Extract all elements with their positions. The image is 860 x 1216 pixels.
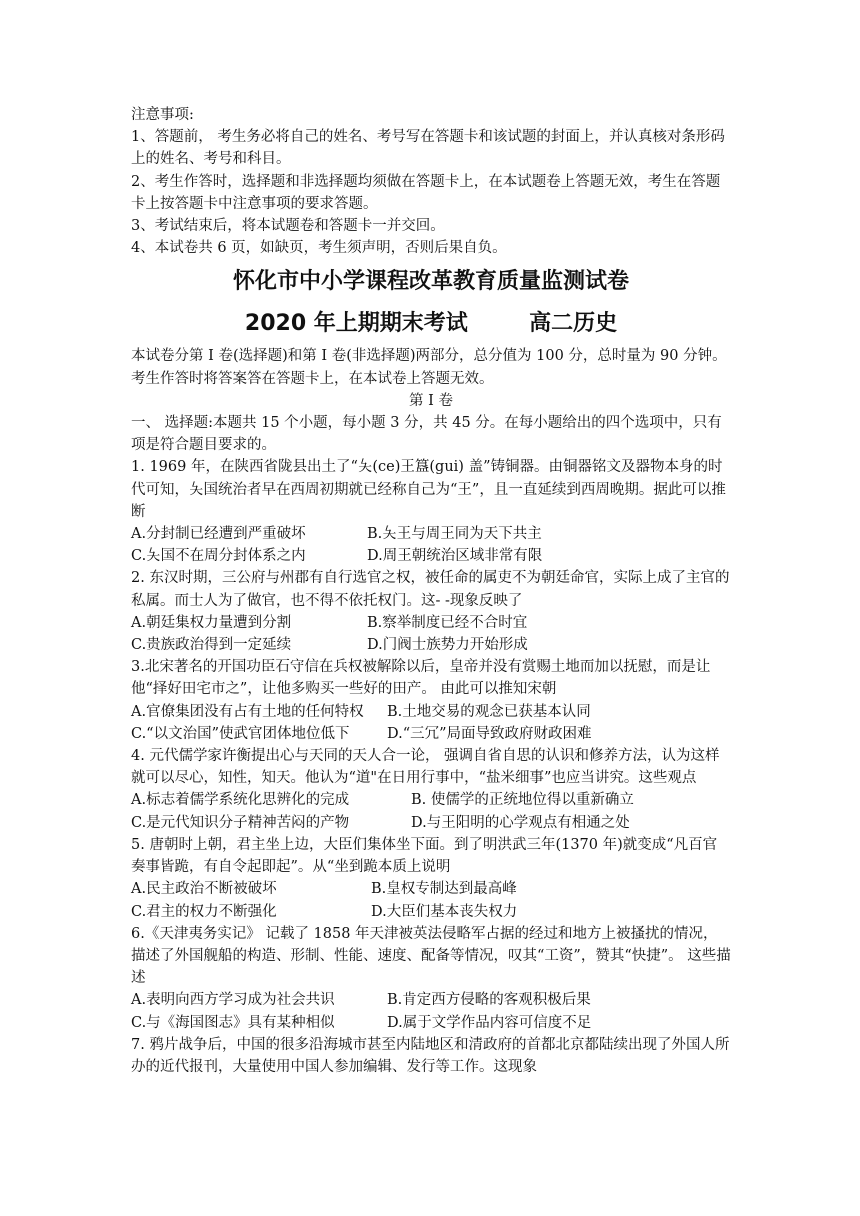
option-a: A.民主政治不断被破坏 bbox=[131, 881, 277, 898]
option-a: A.表明向西方学习成为社会共识 bbox=[131, 992, 335, 1009]
option-c: C.“以文治国”使武官团体地位低下 bbox=[131, 725, 350, 742]
exam-content bbox=[131, 104, 731, 1078]
option-c: C.是元代知识分子精神苦闷的产物 bbox=[131, 814, 350, 831]
option-b: B.夨王与周王同为天下共主 bbox=[367, 526, 542, 543]
question-stem: 3.北宋著名的开国功臣石守信在兵权被解除以后，皇帝并没有赏赐土地而加以抚慰，而是让他“择好田宅市之”，让他多购买一些好的田产。 由此可以推知宋朝 bbox=[131, 659, 711, 698]
option-d: D.属于文学作品内容可信度不足 bbox=[387, 1014, 592, 1031]
option-row bbox=[131, 634, 731, 656]
option-d: D.大臣们基本丧失权力 bbox=[371, 903, 518, 920]
option-b: B.土地交易的观念已获基本认同 bbox=[387, 703, 591, 720]
notice-item: 3、考试结束后，将本试题卷和答题卡一并交回。 bbox=[131, 218, 445, 235]
option-row bbox=[131, 523, 731, 545]
question-stem: 4. 元代儒学家许衡提出心与天同的天人合一论， 强调自省自思的认识和修养方法，认为这样就可以尽心，知性，知天。他认为“道"在日用行事中，“盐米细事”也应当讲究。这些观点 bbox=[131, 748, 720, 787]
question-stem: 6.《天津夷务实记》 记载了 1858 年天津被英法侵略军占据的经过和地方上被搔扰的情况，描述了外国舰船的构造、形制、性能、速度、配备等情况，叹其“工资”，赞其“快捷”。 这些描述 bbox=[131, 925, 731, 987]
option-d: D.门阀士族势力开始形成 bbox=[367, 637, 528, 654]
option-row bbox=[131, 901, 731, 923]
exam-subtitle: 2020 年上期期末考试 高二历史 bbox=[244, 311, 618, 337]
option-d: D.与王阳明的心学观点有相通之处 bbox=[411, 814, 630, 831]
question-stem: 7. 鸦片战争后，中国的很多沿海城市甚至内陆地区和清政府的首都北京都陆续出现了外国人所办的近代报刊，大量使用中国人参加编辑、发行等工作。这现象 bbox=[131, 1036, 730, 1075]
option-row bbox=[131, 878, 731, 900]
option-d: D.“三冗”局面导致政府财政困难 bbox=[387, 725, 592, 742]
option-row bbox=[131, 701, 731, 723]
option-b: B.察举制度已经不合时宜 bbox=[367, 614, 528, 631]
option-row bbox=[131, 612, 731, 634]
option-row bbox=[131, 545, 731, 567]
notice-heading: 注意事项: bbox=[131, 107, 194, 123]
option-b: B.皇权专制达到最高峰 bbox=[371, 881, 517, 898]
section-intro: 一、 选择题:本题共 15 个小题，每小题 3 分，共 45 分。在每小题给出的四个选项中，只有项是符合题目要求的。 bbox=[131, 415, 722, 454]
option-b: B.肯定西方侵略的客观积极后果 bbox=[387, 992, 591, 1009]
option-a: A.朝廷集权力量遭到分割 bbox=[131, 614, 292, 631]
question-stem: 1. 1969 年，在陕西省陇县出土了“夨(ce)王簋(gui) 盖”铸铜器。由铜器铭文及器物本身的时代可知，夨国统治者早在西周初期就已经称自己为“王”，且一直延续到西周晚期。据此可以推断 bbox=[131, 459, 726, 520]
part-label: 第 I 卷 bbox=[409, 392, 453, 409]
notice-item: 2、考生作答时，选择题和非选择题均须做在答题卡上，在本试题卷上答题无效，考生在答题卡上按答题卡中注意事项的要求答题。 bbox=[131, 173, 721, 212]
option-row bbox=[131, 989, 731, 1011]
option-row bbox=[131, 1012, 731, 1034]
option-row bbox=[131, 812, 731, 834]
option-c: C.夨国不在周分封体系之内 bbox=[131, 548, 306, 565]
exam-title: 怀化市中小学课程改革教育质量监测试卷 bbox=[232, 269, 629, 295]
notice-item: 4、本试卷共 6 页，如缺页，考生须声明，否则后果自负。 bbox=[131, 240, 507, 257]
option-d: D.周王朝统治区域非常有限 bbox=[367, 548, 543, 565]
option-a: A.官僚集团没有占有土地的任何特权 bbox=[131, 703, 364, 720]
notice-item: 1、答题前， 考生务必将自己的姓名、考号写在答题卡和该试题的封面上，并认真核对条形码上的姓名、考号和科目。 bbox=[131, 129, 725, 168]
question-stem: 5. 唐朝时上朝，君主坐上边，大臣们集体坐下面。到了明洪武三年(1370 年)就变成“凡百官奏事皆跪，有自令起即起”。从“坐到跪本质上说明 bbox=[131, 836, 718, 876]
exam-intro: 本试卷分第 I 卷(选择题)和第 I 卷(非选择题)两部分，总分值为 100 分，总时量为 90 分钟。考生作答时将答案答在答题卡上，在本试卷上答题无效。 bbox=[131, 348, 727, 387]
option-c: C.贵族政治得到一定延续 bbox=[131, 637, 292, 654]
option-b: B. 使儒学的正统地位得以重新确立 bbox=[411, 792, 634, 809]
option-a: A.分封制已经遭到严重破坏 bbox=[131, 526, 306, 543]
option-row bbox=[131, 789, 731, 811]
option-c: C.君主的权力不断强化 bbox=[131, 903, 277, 920]
option-row bbox=[131, 723, 731, 745]
option-a: A.标志着儒学系统化思辨化的完成 bbox=[131, 792, 350, 809]
option-c: C.与《海国图志》具有某种相似 bbox=[131, 1014, 335, 1031]
question-stem: 2. 东汉时期，三公府与州郡有自行选官之权，被任命的属吏不为朝廷命官，实际上成了主官的私属。而士人为了做官，也不得不依托权门。这- -现象反映了 bbox=[131, 570, 730, 609]
